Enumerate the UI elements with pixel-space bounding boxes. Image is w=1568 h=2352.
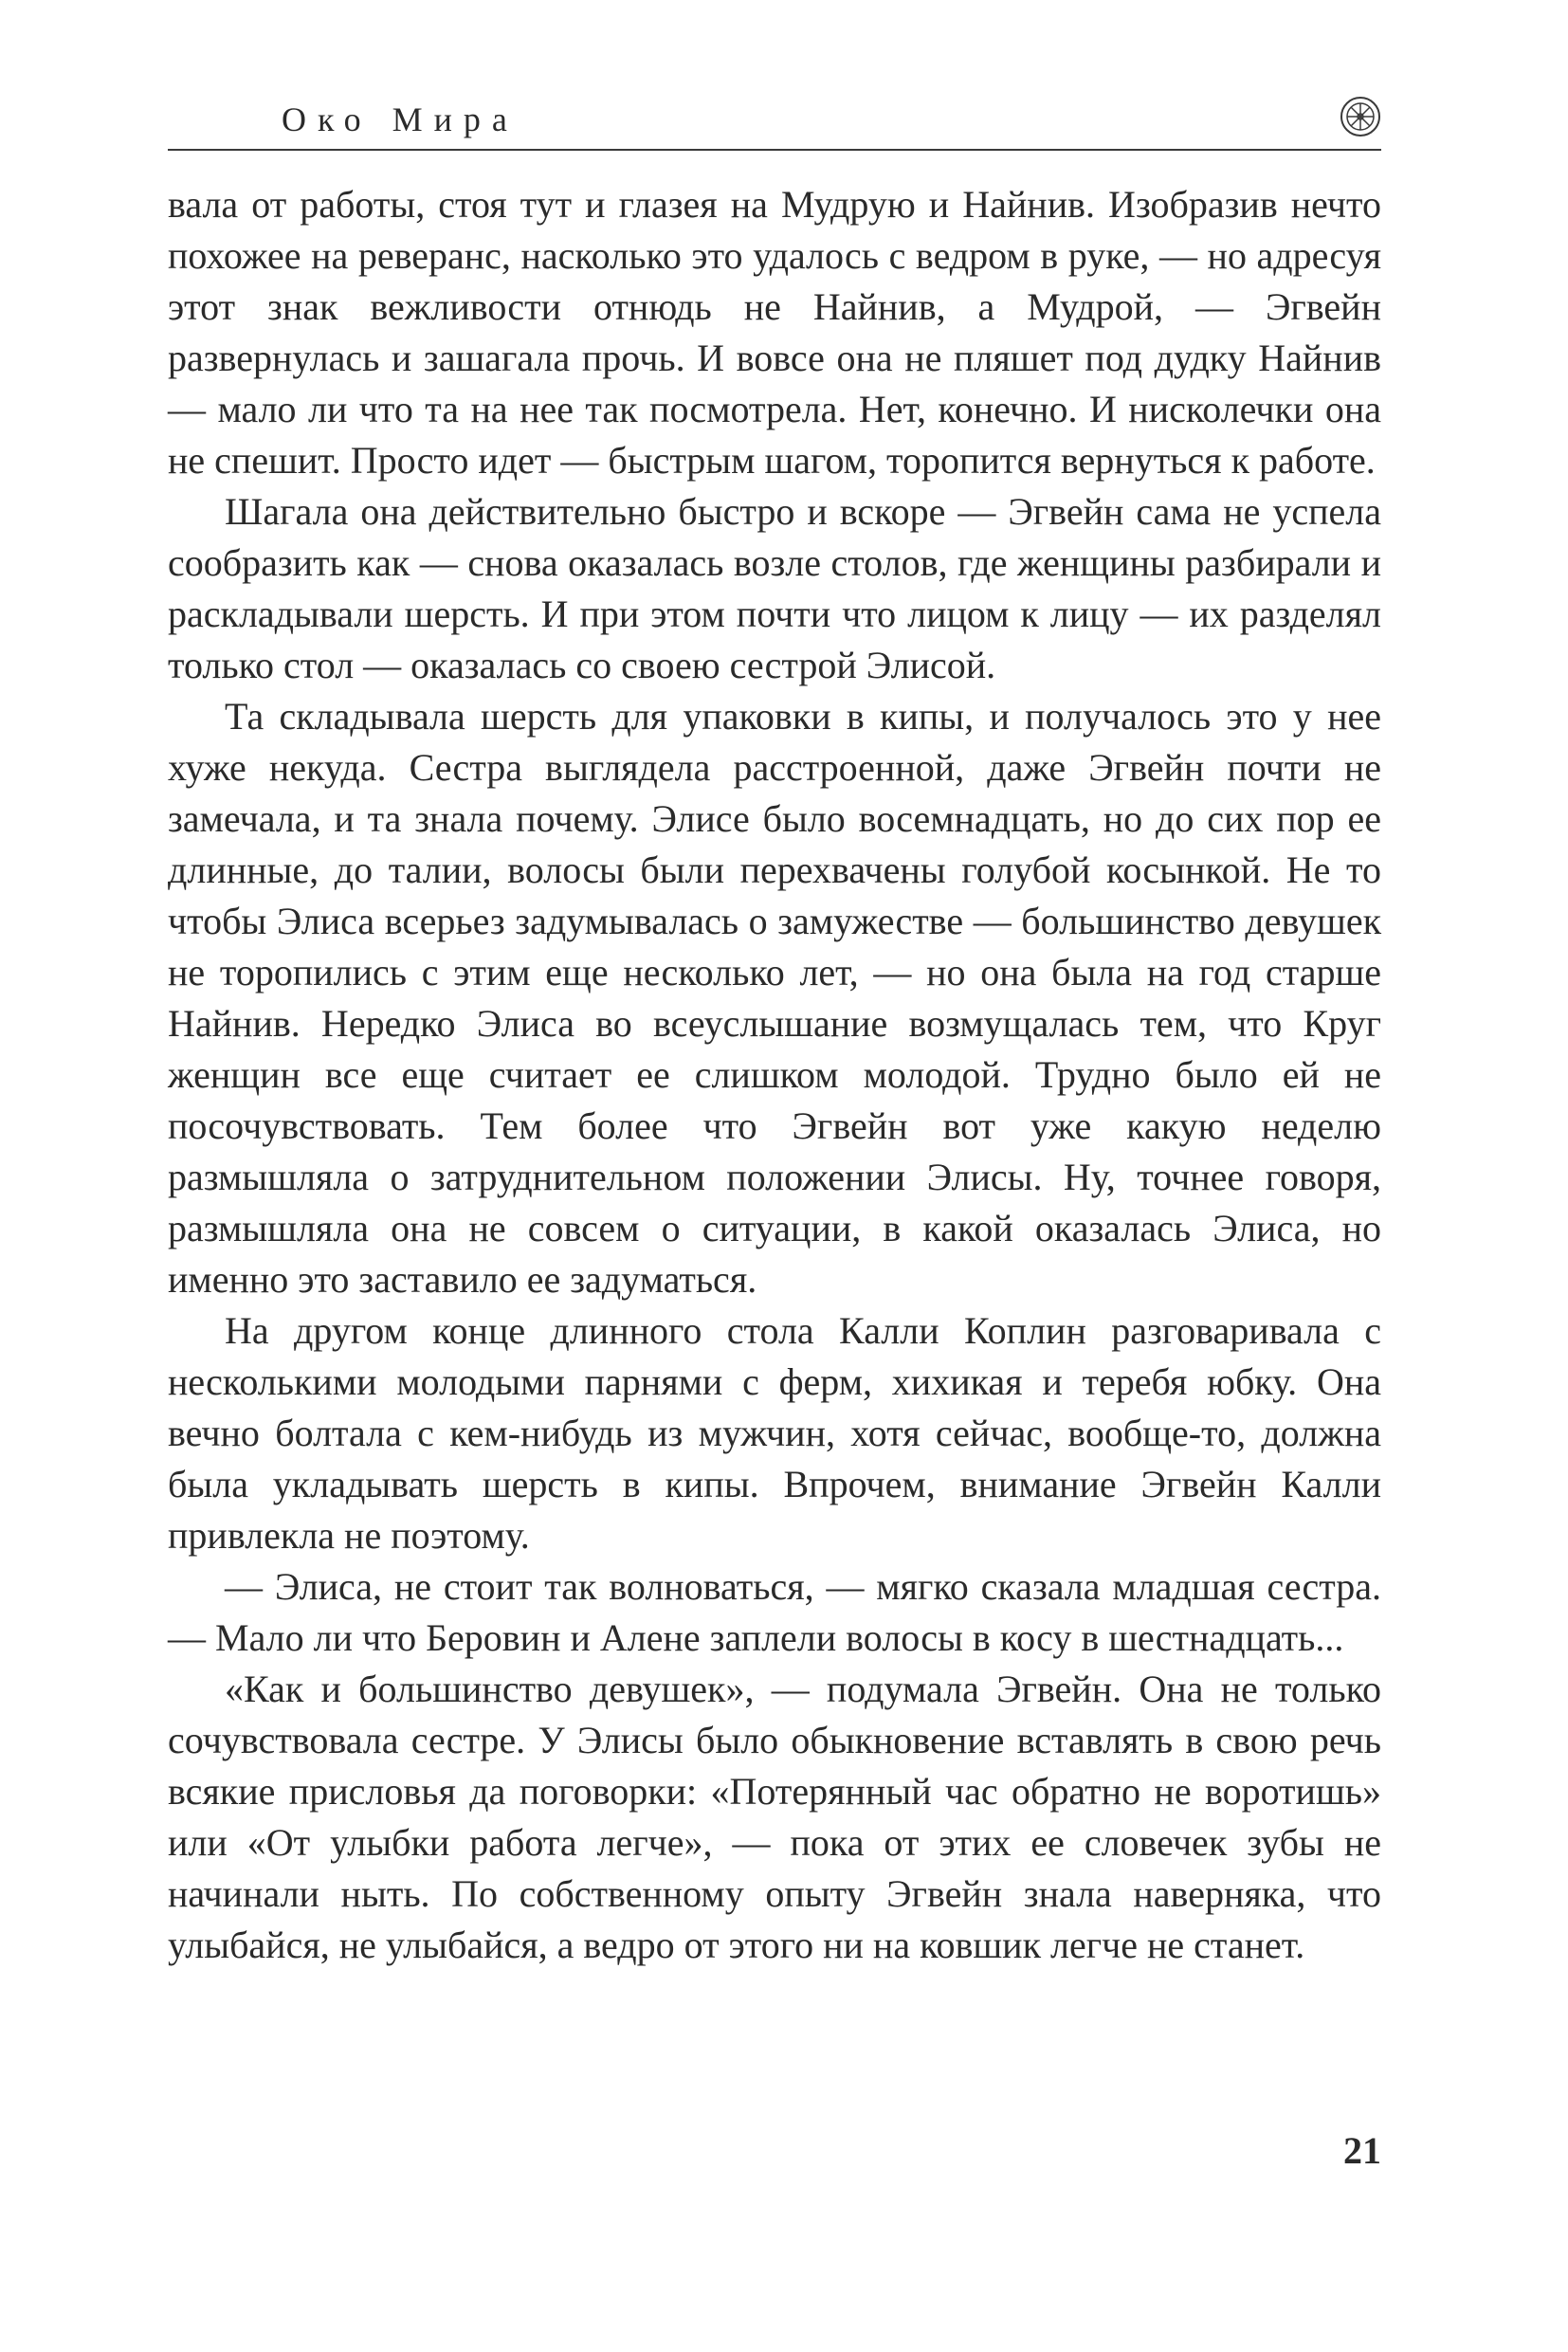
paragraph: Та складывала шерсть для упаковки в кипы, и получалось это у нее хуже некуда. Сестра выглядела расстроенной, даже Эгвейн почти не замечала, и та знала почему. Элисе было восемнадцать, но до сих пор ее длинные, до талии, волосы были перехвачены голубой косынкой. Не то чтобы Элиса всерьез задумывалась о замужестве — большинство девушек не торопились с этим еще несколько лет, — но она была на год старше Найнив. Нередко Элиса во всеуслышание возмущалась тем, что Круг женщин все еще считает ее слишком молодой. Трудно было ей не посочувствовать. Тем более что Эгвейн вот уже какую неделю размышляла о затруднительном положении Элисы. Ну, точнее говоря, размышляла она не совсем о ситуации, в какой оказалась Элиса, но именно это заставило ее задуматься. <box>168 695 1381 1301</box>
running-head <box>168 90 1381 149</box>
wheel-ornament-icon <box>1340 96 1381 137</box>
paragraph: На другом конце длинного стола Калли Коплин разговаривала с несколькими молодыми парнями с ферм, хихикая и теребя юбку. Она вечно болтала с кем-нибудь из мужчин, хотя сейчас, вообще-то, должна была укладывать шерсть в кипы. Впрочем, внимание Эгвейн Калли привлекла не поэтому. <box>168 1309 1381 1557</box>
page-number: 21 <box>1343 2129 1381 2172</box>
header-rule <box>168 149 1381 151</box>
paragraph: — Элиса, не стоит так волноваться, — мягко сказала младшая сестра. — Мало ли что Беровин и Алене заплели волосы в косу в шестнадцать... <box>168 1565 1381 1659</box>
running-title: Око Мира <box>282 100 519 138</box>
body-text <box>168 179 1381 1971</box>
paragraph: Шагала она действительно быстро и вскоре — Эгвейн сама не успела сообразить как — снова оказалась возле столов, где женщины разбирали и раскладывали шерсть. И при этом почти что лицом к лицу — их разделял только стол — оказалась со своею сестрой Элисой. <box>168 490 1381 686</box>
paragraph: вала от работы, стоя тут и глазея на Мудрую и Найнив. Изобразив нечто похожее на реверанс, насколько это удалось с ведром в руке, — но адресуя этот знак вежливости отнюдь не Найнив, а Мудрой, — Эгвейн развернулась и зашагала прочь. И вовсе она не пляшет под дудку Найнив — мало ли что та на нее так посмотрела. Нет, конечно. И нисколечки она не спешит. Просто идет — быстрым шагом, торопится вернуться к работе. <box>168 183 1381 482</box>
paragraph: «Как и большинство девушек», — подумала Эгвейн. Она не только сочувствовала сестре. У Элисы было обыкновение вставлять в свою речь всякие присловья да поговорки: «Потерянный час обратно не воротишь» или «От улыбки работа легче», — пока от этих ее словечек зубы не начинали ныть. По собственному опыту Эгвейн знала наверняка, что улыбайся, не улыбайся, а ведро от этого ни на ковшик легче не станет. <box>168 1668 1381 1966</box>
